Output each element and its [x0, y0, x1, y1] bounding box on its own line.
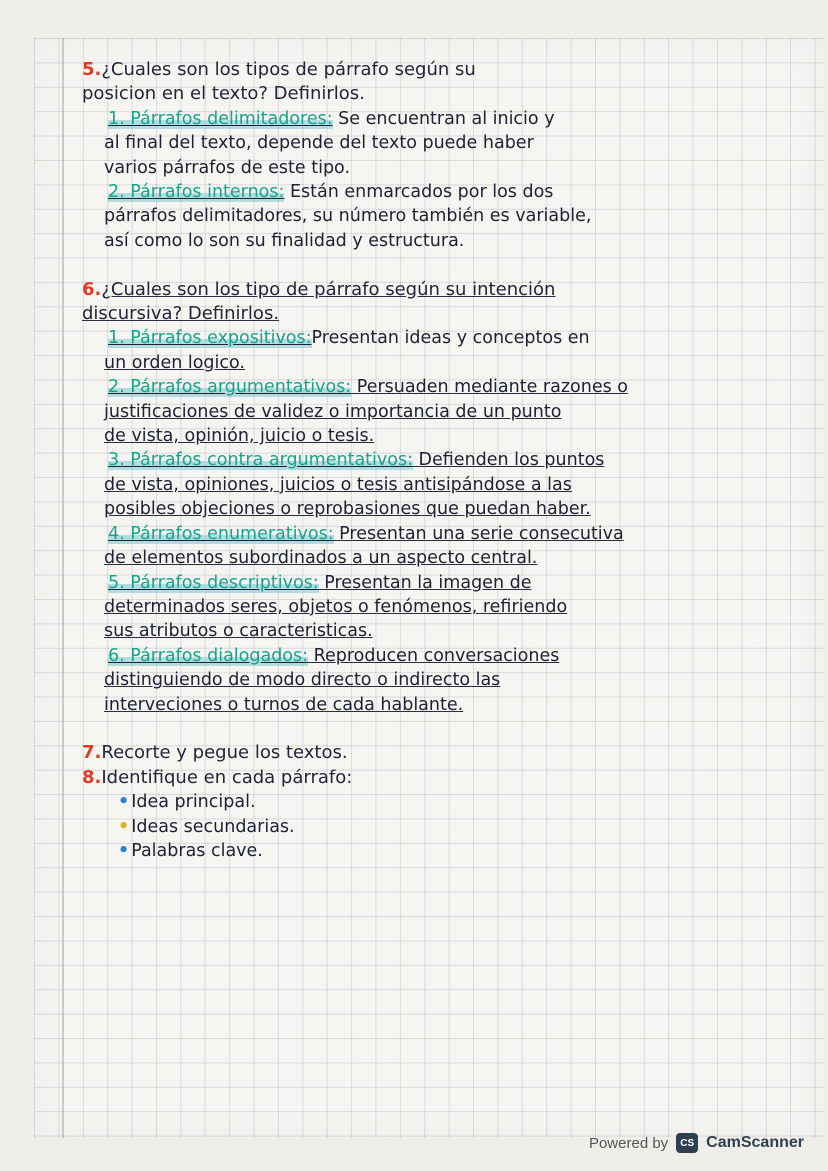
term-label: 3. Párrafos contra argumentativos: — [108, 450, 413, 471]
definition-text: Presentan ideas y conceptos en — [311, 328, 590, 349]
question-6-number: 6. — [82, 278, 102, 300]
term-label: 4. Párrafos enumerativos: — [108, 523, 334, 544]
definition-text: Defienden los puntos — [412, 450, 605, 471]
bullet-text: Palabras clave. — [131, 840, 263, 861]
definition-text: sus atributos o caracteristicas. — [104, 621, 373, 642]
list-item — [108, 375, 772, 399]
definition-text: párrafos delimitadores, su número también es variable, — [104, 206, 592, 227]
bullet-dot-icon: • — [118, 792, 130, 813]
margin-line — [62, 38, 64, 1138]
definition-text: de vista, opiniones, juicios o tesis antisipándose a las — [104, 474, 572, 495]
definition-text: Presentan la imagen de — [318, 572, 532, 593]
list-item — [118, 839, 772, 863]
definition-text: al final del texto, depende del texto puede haber — [104, 133, 534, 154]
definition-text: Se encuentran al inicio y — [332, 108, 555, 129]
definition-text: un orden logico. — [104, 352, 245, 373]
question-5-number: 5. — [82, 59, 102, 80]
question-8-number: 8. — [82, 766, 102, 788]
term-label: 1. Párrafos delimitadores: — [108, 108, 333, 129]
list-item — [108, 326, 772, 350]
bullet-dot-icon: • — [118, 816, 130, 837]
question-7-number: 7. — [82, 742, 102, 764]
question-7-text: Recorte y pegue los textos. — [101, 742, 348, 764]
question-6-heading — [82, 278, 772, 302]
question-5-heading-line-2: posicion en el texto? Definirlos. — [82, 83, 365, 105]
term-label: 1. Párrafos expositivos: — [108, 328, 312, 349]
list-item — [118, 790, 772, 814]
bullet-dot-icon: • — [118, 840, 130, 861]
question-6-heading-line-2: discursiva? Definirlos. — [82, 303, 280, 325]
term-label: 6. Párrafos dialogados: — [108, 645, 309, 666]
definition-text: distinguiendo de modo directo o indirecto las — [104, 670, 501, 691]
list-item — [118, 815, 772, 839]
list-item — [108, 107, 772, 131]
question-6 — [82, 278, 772, 717]
question-5-heading-line-1: ¿Cuales son los tipos de párrafo según su — [101, 59, 476, 80]
term-label: 2. Párrafos internos: — [108, 182, 285, 203]
definition-text: Persuaden mediante razones o — [351, 377, 628, 398]
definition-text: Están enmarcados por los dos — [284, 182, 554, 203]
definition-text: interveciones o turnos de cada hablante. — [104, 694, 464, 715]
definition-text: de vista, opinión, juicio o tesis. — [104, 426, 375, 447]
bullet-text: Idea principal. — [131, 792, 256, 813]
definition-text: determinados seres, objetos o fenómenos, refiriendo — [104, 596, 568, 617]
definition-text: justificaciones de validez o importancia de un punto — [104, 401, 562, 422]
bullet-text: Ideas secundarias. — [131, 816, 295, 837]
definition-text: de elementos subordinados a un aspecto central. — [104, 548, 538, 569]
question-5-heading — [82, 58, 772, 82]
definition-text: varios párrafos de este tipo. — [104, 157, 351, 178]
list-item — [108, 180, 772, 204]
list-item — [108, 448, 772, 472]
term-label: 5. Párrafos descriptivos: — [108, 572, 319, 593]
definition-text: Reproducen conversaciones — [308, 645, 560, 666]
question-7 — [82, 741, 772, 765]
powered-by-label: Powered by — [588, 1134, 669, 1152]
definition-text: Presentan una serie consecutiva — [333, 523, 624, 544]
list-item — [108, 571, 772, 595]
question-8 — [82, 766, 772, 790]
camscanner-watermark — [589, 1129, 804, 1157]
spacer — [82, 253, 772, 277]
camscanner-brand: CamScanner — [706, 1134, 804, 1151]
camscanner-logo-icon: CS — [676, 1133, 698, 1153]
list-item — [108, 644, 772, 668]
definition-text: posibles objeciones o reprobasiones que puedan haber. — [104, 499, 591, 520]
question-8-text: Identifique en cada párrafo: — [101, 766, 353, 788]
question-5 — [82, 58, 772, 253]
question-6-heading-line-1: ¿Cuales son los tipo de párrafo según su intención — [101, 278, 556, 300]
list-item — [108, 522, 772, 546]
handwritten-notes — [82, 58, 772, 863]
definition-text: así como lo son su finalidad y estructura. — [104, 230, 465, 251]
question-8-bullets — [118, 790, 772, 863]
term-label: 2. Párrafos argumentativos: — [108, 377, 352, 398]
spacer — [82, 717, 772, 741]
